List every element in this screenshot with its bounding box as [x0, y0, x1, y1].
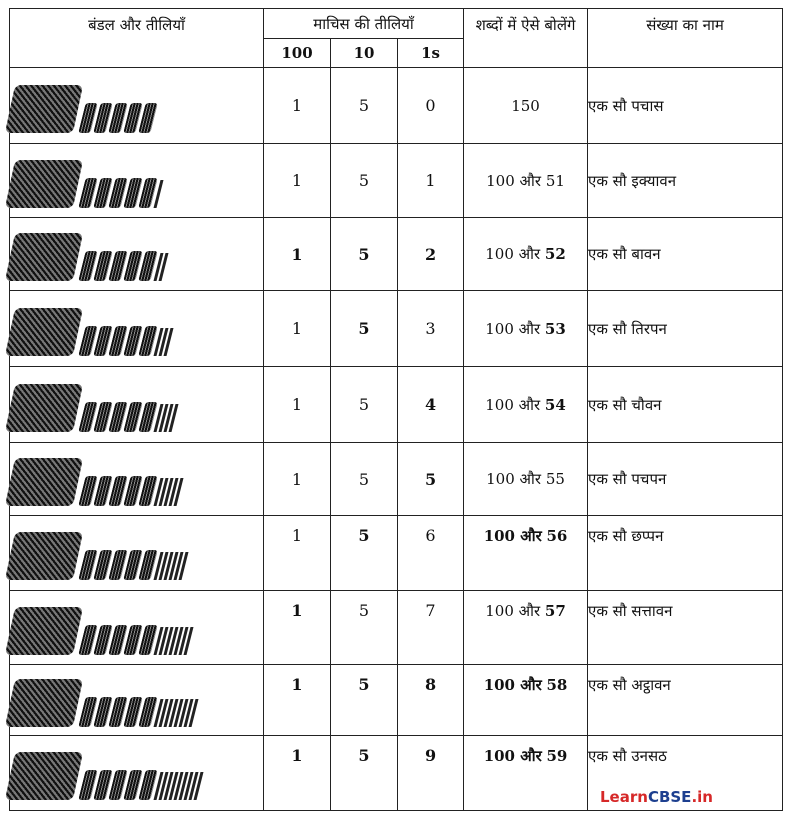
bundle-picture — [10, 291, 264, 367]
tens-cell: 5 — [331, 665, 398, 736]
hundreds-cell: 1 — [264, 291, 331, 367]
tens-cell: 5 — [331, 516, 398, 591]
hundreds-cell: 1 — [264, 665, 331, 736]
hundred-bundle-icon — [5, 752, 83, 800]
table-row — [10, 291, 783, 367]
hundred-bundle-icon — [5, 458, 83, 506]
bundle-picture — [10, 68, 264, 144]
hundreds-cell: 1 — [264, 68, 331, 144]
hundreds-cell: 1 — [264, 591, 331, 665]
words-cell: 100 और 53 — [464, 291, 588, 367]
words-cell: 100 और 58 — [464, 665, 588, 736]
bundle-picture — [10, 665, 264, 736]
bundle-picture — [10, 736, 264, 811]
table-row — [10, 144, 783, 218]
header-matchsticks: माचिस की तीलियाँ — [264, 9, 464, 39]
header-words: शब्दों में ऐसे बोलेंगे — [464, 9, 588, 68]
tens-cell: 5 — [331, 736, 398, 811]
hundred-bundle-icon — [5, 532, 83, 580]
tens-cell: 5 — [331, 591, 398, 665]
words-cell: 150 — [464, 68, 588, 144]
words-cell: 100 और 59 — [464, 736, 588, 811]
words-cell: 100 और 57 — [464, 591, 588, 665]
bundle-picture — [10, 367, 264, 443]
hundred-bundle-icon — [5, 85, 83, 133]
words-cell: 100 और 56 — [464, 516, 588, 591]
ones-cell: 9 — [398, 736, 464, 811]
table-row — [10, 591, 783, 665]
header-ones: 1s — [398, 39, 464, 68]
number-name-cell: एक सौ उनसठ — [588, 736, 783, 811]
ones-cell: 3 — [398, 291, 464, 367]
ones-cell: 8 — [398, 665, 464, 736]
number-name-cell: एक सौ बावन — [588, 218, 783, 291]
number-name-cell: एक सौ छप्पन — [588, 516, 783, 591]
hundreds-cell: 1 — [264, 218, 331, 291]
words-cell: 100 और 55 — [464, 443, 588, 516]
table-row — [10, 665, 783, 736]
number-name-cell: एक सौ अट्ठावन — [588, 665, 783, 736]
bundle-picture — [10, 516, 264, 591]
ones-cell: 0 — [398, 68, 464, 144]
header-hundreds: 100 — [264, 39, 331, 68]
ones-cell: 5 — [398, 443, 464, 516]
table-row — [10, 443, 783, 516]
header-name: संख्या का नाम — [588, 9, 783, 68]
hundred-bundle-icon — [5, 607, 83, 655]
tens-cell: 5 — [331, 68, 398, 144]
hundred-bundle-icon — [5, 160, 83, 208]
hundred-bundle-icon — [5, 384, 83, 432]
hundreds-cell: 1 — [264, 443, 331, 516]
number-name-cell: एक सौ तिरपन — [588, 291, 783, 367]
number-name-cell: एक सौ इक्यावन — [588, 144, 783, 218]
words-cell: 100 और 54 — [464, 367, 588, 443]
hundreds-cell: 1 — [264, 516, 331, 591]
tens-cell: 5 — [331, 144, 398, 218]
number-name-cell: एक सौ चौवन — [588, 367, 783, 443]
words-cell: 100 और 51 — [464, 144, 588, 218]
bundle-picture — [10, 443, 264, 516]
bundle-picture — [10, 144, 264, 218]
header-bundles: बंडल और तीलियाँ — [10, 9, 264, 68]
ones-cell: 2 — [398, 218, 464, 291]
tens-cell: 5 — [331, 367, 398, 443]
ones-cell: 4 — [398, 367, 464, 443]
number-name-cell: एक सौ पचास — [588, 68, 783, 144]
ones-cell: 1 — [398, 144, 464, 218]
tens-cell: 5 — [331, 291, 398, 367]
bundle-picture — [10, 591, 264, 665]
table-row — [10, 367, 783, 443]
table-row — [10, 68, 783, 144]
hundred-bundle-icon — [5, 308, 83, 356]
ones-cell: 7 — [398, 591, 464, 665]
hundreds-cell: 1 — [264, 144, 331, 218]
hundreds-cell: 1 — [264, 736, 331, 811]
hundreds-cell: 1 — [264, 367, 331, 443]
table-row — [10, 218, 783, 291]
words-cell: 100 और 52 — [464, 218, 588, 291]
ones-cell: 6 — [398, 516, 464, 591]
number-name-cell: एक सौ पचपन — [588, 443, 783, 516]
hundred-bundle-icon — [5, 233, 83, 281]
bundle-picture — [10, 218, 264, 291]
hundred-bundle-icon — [5, 679, 83, 727]
table-row — [10, 516, 783, 591]
header-tens: 10 — [331, 39, 398, 68]
tens-cell: 5 — [331, 443, 398, 516]
learncbse-logo: LearnCBSE.in — [600, 788, 713, 806]
number-name-cell: एक सौ सत्तावन — [588, 591, 783, 665]
tens-cell: 5 — [331, 218, 398, 291]
number-table — [9, 8, 783, 811]
